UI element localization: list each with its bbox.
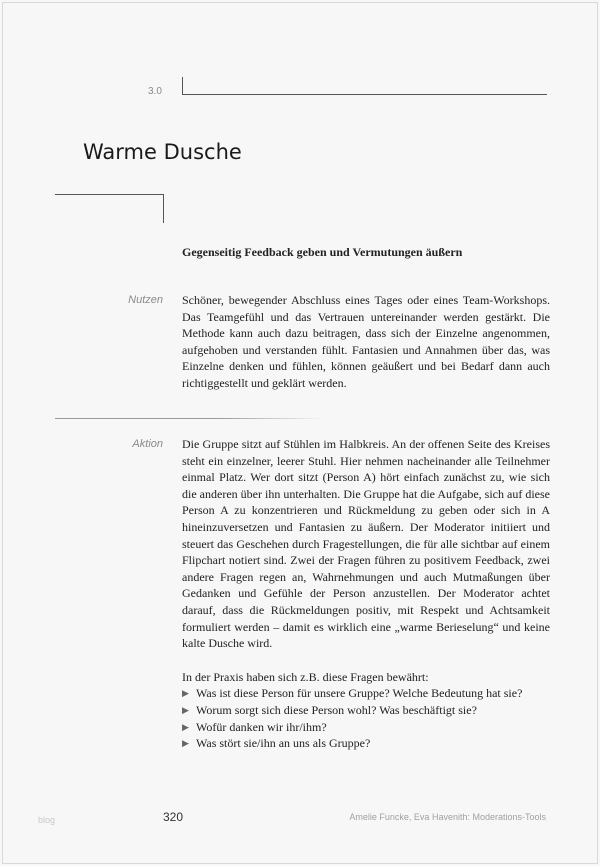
title-rule xyxy=(55,194,164,223)
triangle-bullet-icon: ▶ xyxy=(182,689,189,700)
triangle-bullet-icon: ▶ xyxy=(182,739,189,750)
subtitle: Gegenseitig Feedback geben und Vermutungen äußern xyxy=(182,245,463,259)
aktion-section xyxy=(182,436,550,752)
list-item: ▶ Worum sorgt sich diese Person wohl? Was beschäftigt sie? xyxy=(182,702,550,719)
header-rule xyxy=(182,77,547,95)
footer-credit: Amelie Funcke, Eva Havenith: Moderations-Tools xyxy=(349,812,546,822)
triangle-bullet-icon: ▶ xyxy=(182,722,189,733)
list-item: ▶ Wofür danken wir ihr/ihm? xyxy=(182,719,550,736)
section-number: 3.0 xyxy=(148,86,162,97)
questions-list xyxy=(182,685,550,751)
watermark: blog xyxy=(38,815,56,825)
nutzen-text: Schöner, bewegender Abschluss eines Tages oder eines Team-Workshops. Das Teamgefühl und das Vertrauen untereinander werden gestärkt. Die Methode kann auch dazu beitragen, dass sich der Einzelne angenommen, aufgehoben und verstanden fühlt. Fantasien und Annahmen über das, was Einzelne denken und fühlen, können geäußert und bei Bedarf dann auch richtiggestellt und geklärt werden. xyxy=(182,293,550,390)
triangle-bullet-icon: ▶ xyxy=(182,705,189,716)
page-title: Warme Dusche xyxy=(83,140,242,164)
aktion-label: Aktion xyxy=(132,438,163,450)
aktion-text: Die Gruppe sitzt auf Stühlen im Halbkreis. An der offenen Seite des Kreises steht ein einzelner, leerer Stuhl. Hier nehmen nacheinander alle Teilnehmer einmal Platz. Wer dort sitzt (Person A) hört einfach zunächst zu, wie sich die anderen über ihn unterhalten. Die Gruppe hat die Aufgabe, sich auf diese Person A zu konzentrieren und Rückmeldung zu geben oder sich in A hineinzuversetzen und Fantasien zu äußern. Der Moderator initiiert und steuert das Geschehen durch Fragestellungen, die für alle sichtbar auf einem Flipchart notiert sind. Zwei der Fragen führen zu positivem Feedback, zwei andere Fragen regen an, Wahrnehmungen und auch Mutmaßungen über Gedanken und Gefühle der Person anzustellen. Der Moderator achtet darauf, dass die Rückmeldungen positiv, mit Respekt und Achtsamkeit formuliert werden – damit es wirklich eine „warme Berieselung“ und keine kalte Dusche wird. xyxy=(182,437,550,651)
section-divider xyxy=(55,418,325,419)
questions-intro: In der Praxis haben sich z.B. diese Fragen bewährt: xyxy=(182,669,429,684)
list-item: ▶ Was stört sie/ihn an uns als Gruppe? xyxy=(182,735,550,752)
nutzen-label: Nutzen xyxy=(128,294,163,306)
page-number: 320 xyxy=(163,810,184,824)
list-item: ▶ Was ist diese Person für unsere Gruppe? Welche Bedeutung hat sie? xyxy=(182,685,550,702)
